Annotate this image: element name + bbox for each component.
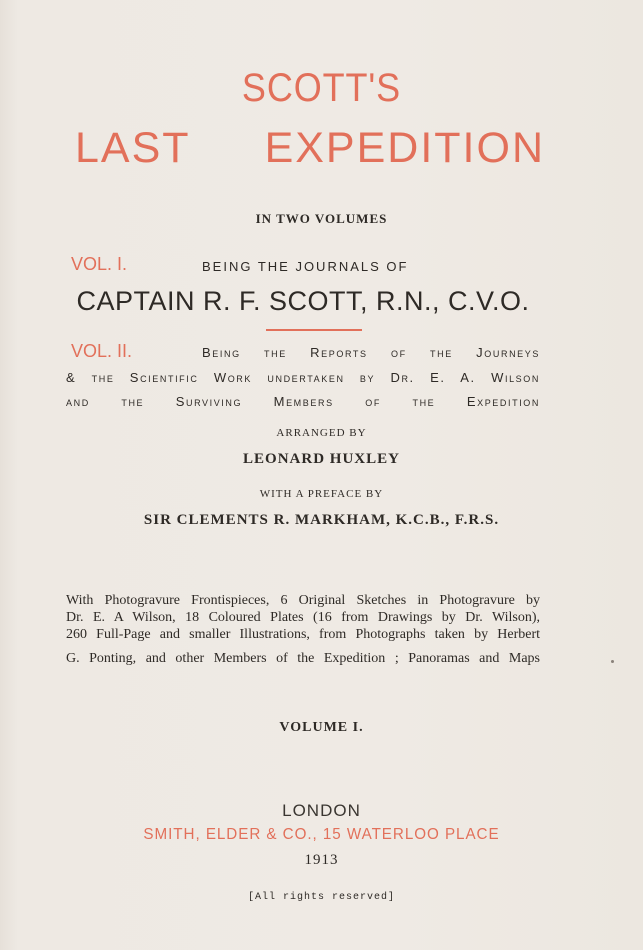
volume-2-line-2: & the Scientific Work undertaken by Dr. E. A. Wilson xyxy=(66,370,540,385)
title-word-last: LAST xyxy=(75,124,191,172)
divider-rule xyxy=(266,329,362,331)
volume-2-line-1: Being the Reports of the Journeys xyxy=(202,345,540,360)
volume-label: VOLUME I. xyxy=(279,720,364,735)
volume-1-description: BEING THE JOURNALS OF xyxy=(202,259,409,274)
subtitle: IN TWO VOLUMES xyxy=(255,211,388,226)
editor-name: LEONARD HUXLEY xyxy=(243,451,400,467)
preface-by: WITH A PREFACE BY xyxy=(259,488,384,500)
description-line-3: 260 Full-Page and smaller Illustrations, from Photographs taken by Herbert xyxy=(66,627,540,642)
description-line-2: Dr. E. A Wilson, 18 Coloured Plates (16 from Drawings by Dr. Wilson), xyxy=(66,610,540,625)
preface-author: SIR CLEMENTS R. MARKHAM, K.C.B., F.R.S. xyxy=(143,512,500,528)
rights-notice: [All rights reserved] xyxy=(247,892,396,903)
title-line-1: SCOTT'S xyxy=(241,66,402,110)
imprint-city: LONDON xyxy=(282,801,361,820)
imprint-year: 1913 xyxy=(304,852,339,868)
volume-2-label: VOL. II. xyxy=(71,341,133,361)
description-line-1: With Photogravure Frontispieces, 6 Original Sketches in Photogravure by xyxy=(66,593,540,608)
author-name: CAPTAIN R. F. SCOTT, R.N., C.V.O. xyxy=(76,286,530,316)
description-line-4: G. Ponting, and other Members of the Expedition ; Panoramas and Maps xyxy=(66,651,540,666)
arranged-by: ARRANGED BY xyxy=(276,427,367,439)
volume-1-label: VOL. I. xyxy=(71,254,128,274)
paper-speck xyxy=(611,660,614,663)
volume-2-line-3: and the Surviving Members of the Expedition xyxy=(66,394,540,409)
title-word-expedition: EXPEDITION xyxy=(264,124,545,172)
title-line-2 xyxy=(75,124,545,173)
imprint-publisher: SMITH, ELDER & CO., 15 WATERLOO PLACE xyxy=(143,826,500,843)
